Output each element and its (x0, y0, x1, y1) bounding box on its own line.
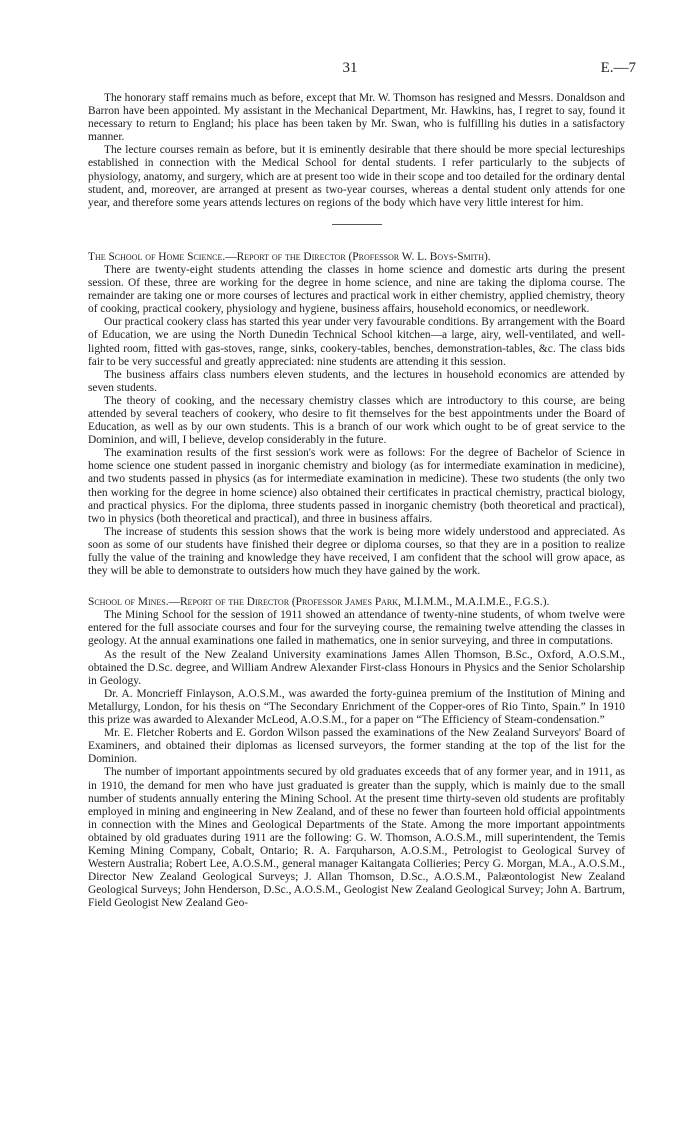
page-number: 31 (342, 60, 358, 76)
page-body (88, 92, 625, 910)
paragraph-mining-attendance: The Mining School for the session of 1911 showed an attendance of twenty-nine students, of whom twelve were entered for the full associate courses and four for the surveying course, the remaining twelve attending the classes in geology. At the annual examinations one failed in mathematics, one in senior surveying, and three in computations. (88, 609, 625, 648)
heading-home-science: The School of Home Science.—Report of the Director (Professor W. L. Boys-Smith). (88, 250, 491, 263)
paragraph-examination-results: The examination results of the first session's work were as follows: For the degree of Bachelor of Science in home science one student passed in inorganic chemistry and biology (as for intermediate examination in medicine), and two students passed in physics (as for intermediate examination in medicine). These two students (the only two then working for the degree in home science) also obtained their certificates in practical chemistry, practical biology, and practical physics. For the diploma, three students passed in inorganic chemistry (both theoretical and practical), two in physics (both theoretical and practical), and three in business affairs. (88, 447, 625, 525)
page-reference: E.—7 (600, 60, 636, 76)
paragraph-cookery-class: Our practical cookery class has started this year under very favourable conditions. By arrangement with the Board of Education, we are using the North Dunedin Technical School kitchen—a large, airy, well-ventilated, and well-lighted room, fitted with gas-stoves, range, sinks, cookery-tables, benches, demonstration-tables, &c. The class bids fair to be very successful and greatly appreciated: nine students are attending it this session. (88, 316, 625, 368)
section-gap (88, 578, 625, 596)
paragraph-honorary-staff: The honorary staff remains much as before, except that Mr. W. Thomson has resigned and Messrs. Donaldson and Barron have been appointed. My assistant in the Mechanical Department, Mr. Hawkins, has, I regret to say, found it necessary to return to England; his place has been taken by Mr. Swan, who is fulfilling his duties in a satisfactory manner. (88, 92, 625, 144)
paragraph-lecture-courses: The lecture courses remain as before, but it is eminently desirable that there should be more special lectureships established in connection with the Medical School for dental students. I refer particularly to the subjects of physiology, anatomy, and surgery, which are at present too wide in their scope and too detailed for the ordinary dental student, and, moreover, are arranged at present as two-year courses, whereas a dental student only attends for one year, and therefore some years attends lectures on regions of the body which have very little interest for him. (88, 144, 625, 209)
paragraph-university-examinations: As the result of the New Zealand University examinations James Allen Thomson, B.Sc., Oxford, A.O.S.M., obtained the D.Sc. degree, and William Andrew Alexander First-class Honours in Physics and the Senior Scholarship in Geology. (88, 648, 625, 687)
paragraph-graduate-appointments: The number of important appointments secured by old graduates exceeds that of any former year, and in 1911, as in 1910, the demand for men who have just graduated is greater than the supply, which is mainly due to the small number of students annually entering the Mining School. At the present time thirty-seven old students are profitably employed in mining and engineering in New Zealand, and of these no fewer than fourteen hold official appointments in connection with the Mines and Geological Departments of the State. Among the more important appointments obtained by old graduates during 1911 are the following: G. W. Thomson, A.O.S.M., mill superintendent, the Temis Keming Mining Company, Cobalt, Ontario; R. A. Farquharson, A.O.S.M., Petrologist to Geological Survey of Western Australia; Robert Lee, A.O.S.M., general manager Kaitangata Collieries; Percy G. Morgan, M.A., A.O.S.M., Director New Zealand Geological Surveys; J. Allan Thomson, D.Sc., A.O.S.M., Palæontologist New Zealand Geological Surveys; John Henderson, D.Sc., A.O.S.M., Geologist New Zealand Geological Survey; John A. Bartrum, Field Geologist New Zealand Geo- (88, 766, 625, 910)
paragraph-theory-of-cooking: The theory of cooking, and the necessary chemistry classes which are introductory to this course, are being attended by several teachers of cookery, who desire to fit themselves for the best appointments under the Board of Education, as well as by our own students. This is a branch of our work which ought to be of great service to the Dominion, and will, I believe, develop considerably in the future. (88, 394, 625, 447)
paragraph-home-science-students: There are twenty-eight students attending the classes in home science and domestic arts during the present session. Of these, three are working for the degree in home science, and nine are taking the diploma course. The remainder are taking one or more courses of lectures and practical work in either chemistry, applied chemistry, theory of cooking, practical cookery, physiology and hygiene, business affairs, household economics, or needlework. (88, 263, 625, 316)
paragraph-surveyors-board: Mr. E. Fletcher Roberts and E. Gordon Wilson passed the examinations of the New Zealand Surveyors' Board of Examiners, and obtained their diplomas as licensed surveyors, the former standing at the top of the list for the Dominion. (88, 727, 625, 766)
paragraph-business-affairs: The business affairs class numbers eleven students, and the lectures in household economics are attended by seven students. (88, 368, 625, 394)
heading-school-of-mines: School of Mines.—Report of the Director (Professor James Park, M.I.M.M., M.A.I.M.E., F.G.S.). (88, 596, 550, 609)
section-divider (332, 224, 382, 225)
paragraph-increase-of-students: The increase of students this session shows that the work is being more widely understood and appreciated. As soon as some of our students have finished their degree or diploma courses, so that they are in a position to realize fully the value of the training and knowledge they have received, I am confident that the school will grow apace, as they will be able to demonstrate to outsiders how much they have gained by the work. (88, 525, 625, 578)
paragraph-finlayson-premium: Dr. A. Moncrieff Finlayson, A.O.S.M., was awarded the forty-guinea premium of the Institution of Mining and Metallurgy, London, for his thesis on “The Secondary Enrichment of the Copper-ores of Rio Tinto, Spain.” In 1910 this prize was awarded to Alexander McLeod, A.O.S.M., for a paper on “The Efficiency of Steam-condensation.” (88, 687, 625, 727)
